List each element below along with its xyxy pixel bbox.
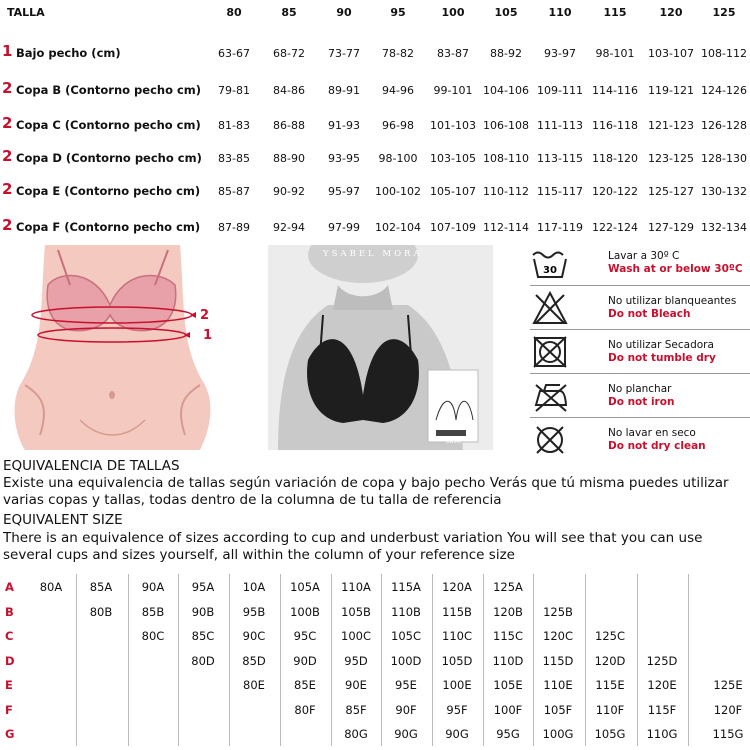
grid-cell: 110C [442, 629, 472, 643]
care-row-tumble [530, 333, 750, 373]
row-marker: 2 [2, 180, 13, 198]
size-header: 125 [712, 6, 736, 19]
divider [530, 329, 750, 330]
grid-cell: 90E [345, 678, 367, 692]
size-cell: 103-105 [430, 152, 476, 165]
size-cell: 83-87 [437, 47, 469, 60]
size-cell: 92-94 [273, 221, 305, 234]
size-header: 80 [226, 6, 242, 19]
grid-cell: 105A [290, 580, 320, 594]
torso-illustration [0, 245, 230, 450]
size-cell: 78-82 [382, 47, 414, 60]
grid-cell: 100D [390, 653, 422, 668]
brand-logo: YSABEL MORA [323, 249, 423, 259]
grid-cell: 100G [542, 727, 574, 741]
grid-cell: 90G [445, 727, 469, 741]
care-panel [530, 245, 750, 460]
care-es-text: No utilizar blanqueantes [608, 295, 737, 307]
cup-letter: E [5, 678, 13, 692]
tag-label: basic [446, 438, 462, 445]
size-cell: 102-104 [375, 221, 421, 234]
grid-cell: 90B [191, 604, 215, 619]
size-header: 115 [603, 6, 627, 19]
care-row-iron [530, 377, 750, 417]
size-header: 95 [390, 6, 406, 19]
size-cell: 106-108 [483, 119, 529, 132]
grid-cell: 120A [442, 580, 472, 594]
size-cell: 88-92 [490, 47, 522, 60]
grid-cell: 110F [595, 702, 625, 717]
size-cell: 89-91 [328, 84, 360, 97]
grid-cell: 95F [446, 702, 468, 717]
size-cell: 123-125 [648, 152, 694, 165]
size-header: 90 [336, 6, 352, 19]
care-es-text: Lavar a 30º C [608, 250, 680, 262]
care-en-text: Do not tumble dry [608, 352, 716, 364]
grid-cell: 115A [391, 580, 421, 594]
size-cell: 86-88 [273, 119, 305, 132]
size-cell: 118-120 [592, 152, 638, 165]
size-cell: 101-103 [430, 119, 476, 132]
grid-cell: 100C [341, 629, 371, 643]
grid-cell: 100B [290, 604, 320, 619]
row-label: Copa F (Contorno pecho cm) [16, 220, 201, 234]
care-row-bleach [530, 289, 750, 329]
size-cell: 84-86 [273, 84, 305, 97]
size-cell: 122-124 [592, 221, 638, 234]
grid-cell: 115C [493, 629, 523, 643]
no-iron-icon [530, 377, 570, 415]
size-cell: 63-67 [218, 47, 250, 60]
size-cell: 105-107 [430, 185, 476, 198]
size-cell: 107-109 [430, 221, 476, 234]
size-cell: 98-101 [595, 47, 635, 60]
model-photo [268, 245, 493, 450]
size-header: 100 [441, 6, 465, 19]
grid-cell: 125B [543, 604, 573, 619]
size-header: 85 [281, 6, 297, 19]
size-header: 105 [494, 6, 518, 19]
cup-letter: F [5, 702, 13, 717]
grid-cell: 80D [191, 653, 215, 668]
size-cell: 120-122 [592, 185, 638, 198]
size-cell: 116-118 [592, 119, 638, 132]
grid-cell: 110B [391, 604, 421, 619]
grid-cell: 80E [243, 678, 265, 692]
size-cell: 68-72 [273, 47, 305, 60]
measurement-figure [0, 245, 230, 450]
grid-cell: 125A [493, 580, 523, 594]
grid-cell: 115E [595, 678, 625, 692]
divider [530, 285, 750, 286]
size-cell: 91-93 [328, 119, 360, 132]
row-label: Copa D (Contorno pecho cm) [16, 151, 202, 165]
equivalence-grid [0, 572, 750, 750]
size-cell: 83-85 [218, 152, 250, 165]
size-cell: 113-115 [537, 152, 583, 165]
grid-cell: 80A [39, 580, 63, 594]
grid-cell: 125E [713, 678, 743, 692]
grid-cell: 105F [543, 702, 573, 717]
size-cell: 90-92 [273, 185, 305, 198]
grid-cell: 120E [647, 678, 677, 692]
eq-es-line2: varias copas y tallas, todas dentro de la columna de tu talla de referencia [3, 492, 502, 508]
size-cell: 126-128 [701, 119, 747, 132]
product-photo [268, 245, 493, 450]
grid-cell: 110A [341, 580, 371, 594]
size-header: 120 [659, 6, 683, 19]
grid-cell: 105D [441, 653, 473, 668]
grid-cell: 110D [492, 653, 524, 668]
row-label: Copa C (Contorno pecho cm) [16, 118, 201, 132]
grid-cell: 125D [646, 653, 678, 668]
size-cell: 96-98 [382, 119, 414, 132]
eq-en-line1: There is an equivalence of sizes according to cup and underbust variation You will see that you can use [3, 530, 703, 546]
row-label: Bajo pecho (cm) [16, 46, 121, 60]
divider [530, 373, 750, 374]
grid-cell: 95D [344, 653, 368, 668]
wash-30-icon [530, 245, 570, 283]
eq-es-line1: Existe una equivalencia de tallas según variación de copa y bajo pecho Verás que tú misma puedes utilizar [3, 475, 729, 491]
size-cell: 95-97 [328, 185, 360, 198]
grid-cell: 105E [493, 678, 523, 692]
care-es-text: No utilizar Secadora [608, 339, 714, 351]
size-cell: 132-134 [701, 221, 747, 234]
cup-letter: C [5, 629, 14, 643]
size-cell: 128-130 [701, 152, 747, 165]
grid-divider [76, 574, 77, 746]
grid-cell: 85E [294, 678, 316, 692]
size-cell: 114-116 [592, 84, 638, 97]
marker-2: 2 [200, 308, 210, 323]
grid-cell: 110G [646, 727, 678, 741]
size-cell: 93-95 [328, 152, 360, 165]
grid-cell: 95E [395, 678, 417, 692]
size-cell: 97-99 [328, 221, 360, 234]
grid-cell: 90F [395, 702, 417, 717]
grid-cell: 125C [595, 629, 625, 643]
size-cell: 108-112 [701, 47, 747, 60]
grid-cell: 115G [712, 727, 744, 741]
grid-cell: 115B [442, 604, 472, 619]
eq-en-title: EQUIVALENT SIZE [3, 512, 123, 528]
grid-cell: 95G [496, 727, 520, 741]
size-cell: 85-87 [218, 185, 250, 198]
care-en-text: Do not dry clean [608, 440, 706, 452]
size-cell: 93-97 [544, 47, 576, 60]
size-header: 110 [548, 6, 572, 19]
size-cell: 119-121 [648, 84, 694, 97]
size-cell: 108-110 [483, 152, 529, 165]
grid-cell: 85B [141, 604, 165, 619]
wash-temp-label: 30 [543, 265, 557, 276]
size-cell: 103-107 [648, 47, 694, 60]
size-cell: 98-100 [378, 152, 418, 165]
grid-cell: 120D [594, 653, 626, 668]
grid-cell: 115F [647, 702, 677, 717]
row-marker: 2 [2, 216, 13, 234]
grid-divider [688, 574, 689, 746]
grid-divider [128, 574, 129, 746]
size-cell: 124-126 [701, 84, 747, 97]
size-cell: 117-119 [537, 221, 583, 234]
grid-cell: 120F [713, 702, 743, 717]
care-en-text: Do not Bleach [608, 308, 691, 320]
size-cell: 94-96 [382, 84, 414, 97]
care-en-text: Do not iron [608, 396, 675, 408]
grid-cell: 90D [293, 653, 317, 668]
grid-cell: 90C [242, 629, 266, 643]
care-row-dryclean [530, 421, 750, 461]
row-marker: 2 [2, 114, 13, 132]
no-bleach-icon [530, 289, 570, 327]
size-cell: 87-89 [218, 221, 250, 234]
size-cell: 99-101 [433, 84, 473, 97]
grid-cell: 120B [493, 604, 523, 619]
size-cell: 79-81 [218, 84, 250, 97]
size-cell: 121-123 [648, 119, 694, 132]
no-dry-clean-icon [530, 421, 570, 459]
grid-cell: 110E [543, 678, 573, 692]
cup-letter: G [5, 727, 15, 741]
talla-header: TALLA [7, 6, 45, 19]
row-label: Copa B (Contorno pecho cm) [16, 83, 202, 97]
grid-cell: 10A [242, 580, 266, 594]
grid-cell: 85D [242, 653, 266, 668]
marker-1: 1 [203, 328, 213, 343]
grid-cell: 105G [594, 727, 626, 741]
grid-cell: 85F [345, 702, 367, 717]
size-cell: 125-127 [648, 185, 694, 198]
size-cell: 115-117 [537, 185, 583, 198]
grid-cell: 105C [391, 629, 421, 643]
eq-es-title: EQUIVALENCIA DE TALLAS [3, 458, 180, 474]
size-cell: 127-129 [648, 221, 694, 234]
grid-cell: 120C [543, 629, 573, 643]
size-cell: 88-90 [273, 152, 305, 165]
grid-cell: 80C [141, 629, 165, 643]
care-es-text: No planchar [608, 383, 672, 395]
grid-cell: 80B [89, 604, 113, 619]
size-cell: 109-111 [537, 84, 583, 97]
cup-letter: A [5, 580, 14, 594]
grid-cell: 95C [293, 629, 317, 643]
size-cell: 110-112 [483, 185, 529, 198]
grid-cell: 95A [191, 580, 215, 594]
size-cell: 73-77 [328, 47, 360, 60]
row-label: Copa E (Contorno pecho cm) [16, 184, 201, 198]
size-cell: 111-113 [537, 119, 583, 132]
grid-cell: 85A [89, 580, 113, 594]
grid-cell: 80G [344, 727, 368, 741]
grid-cell: 100E [442, 678, 472, 692]
row-marker: 1 [2, 42, 13, 60]
grid-cell: 115D [542, 653, 574, 668]
row-marker: 2 [2, 147, 13, 165]
cup-letter: D [5, 653, 15, 668]
eq-en-line2: several cups and sizes yourself, all within the column of your reference size [3, 547, 515, 563]
size-cell: 112-114 [483, 221, 529, 234]
grid-cell: 80F [294, 702, 316, 717]
care-row-wash [530, 245, 750, 285]
size-cell: 81-83 [218, 119, 250, 132]
grid-cell: 90G [394, 727, 418, 741]
no-tumble-dry-icon [530, 333, 570, 371]
size-cell: 130-132 [701, 185, 747, 198]
care-es-text: No lavar en seco [608, 427, 696, 439]
grid-cell: 95B [242, 604, 266, 619]
grid-cell: 105B [341, 604, 371, 619]
size-cell: 104-106 [483, 84, 529, 97]
size-cell: 100-102 [375, 185, 421, 198]
grid-cell: 100F [493, 702, 523, 717]
cup-letter: B [5, 604, 14, 619]
grid-cell: 85C [191, 629, 215, 643]
care-en-text: Wash at or below 30ºC [608, 263, 743, 275]
grid-cell: 90A [141, 580, 165, 594]
divider [530, 417, 750, 418]
row-marker: 2 [2, 79, 13, 97]
